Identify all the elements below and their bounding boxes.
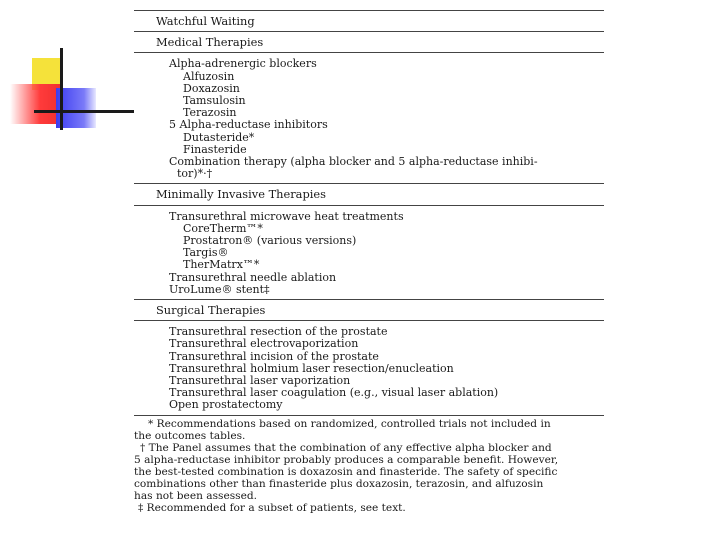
list-item: Transurethral laser vaporization — [169, 374, 351, 388]
section-items — [134, 321, 604, 414]
section-title: Minimally Invasive Therapies — [156, 187, 326, 202]
list-item: Transurethral laser coagulation (e.g., visual laser ablation) — [169, 386, 499, 400]
list-item: Doxazosin — [183, 81, 240, 95]
section-title: Watchful Waiting — [156, 14, 255, 28]
list-item: Alpha-adrenergic blockers — [169, 57, 317, 71]
decor-vertical-line — [60, 48, 63, 130]
list-item: Transurethral holmium laser resection/enucleation — [169, 361, 454, 375]
list-item: tor)*·† — [177, 167, 213, 181]
decor-horizontal-line — [34, 110, 134, 113]
list-item: Alfuzosin — [183, 69, 235, 83]
footnote-line: has not been assessed. — [134, 490, 258, 503]
list-item: Transurethral electrovaporization — [169, 337, 359, 351]
footnote-line: the outcomes tables. — [134, 429, 246, 442]
list-item: 5 Alpha-reductase inhibitors — [169, 118, 328, 132]
list-item: Transurethral needle ablation — [169, 270, 337, 284]
footnote-line: ‡ Recommended for a subset of patients, see text. — [138, 502, 406, 515]
footnote-line: † The Panel assumes that the combination of any effective alpha blocker and — [140, 441, 552, 454]
decor-red-square — [10, 84, 60, 124]
footnote-line: combinations other than finasteride plus doxazosin, terazosin, and alfuzosin — [134, 478, 544, 491]
list-item: Transurethral resection of the prostate — [169, 325, 388, 339]
treatment-options-table — [134, 10, 604, 514]
list-item: Targis® — [183, 246, 229, 260]
section-items — [134, 53, 604, 183]
footnote-line: * Recommendations based on randomized, controlled trials not included in — [148, 417, 551, 430]
list-item: Dutasteride* — [183, 130, 255, 144]
list-item: Finasteride — [183, 142, 247, 156]
list-item: Terazosin — [183, 106, 237, 120]
list-item: Transurethral microwave heat treatments — [169, 209, 404, 223]
list-item: Open prostatectomy — [169, 398, 283, 412]
list-item: Tamsulosin — [183, 94, 246, 108]
list-item: Prostatron® (various versions) — [183, 234, 357, 248]
footnotes — [134, 416, 604, 515]
section-items — [134, 206, 604, 299]
section-title: Surgical Therapies — [156, 303, 266, 318]
footnote-line: 5 alpha-reductase inhibitor probably produces a comparable benefit. However, — [134, 453, 559, 466]
list-item: Transurethral incision of the prostate — [169, 349, 379, 363]
list-item: Combination therapy (alpha blocker and 5 alpha-reductase inhibi- — [169, 155, 538, 169]
list-item: UroLume® stent‡ — [169, 282, 270, 296]
list-item: CoreTherm™* — [183, 221, 263, 235]
footnote-line: the best-tested combination is doxazosin and finasteride. The safety of specific — [134, 466, 558, 479]
list-item: TherMatrx™* — [183, 258, 260, 272]
section-title: Medical Therapies — [156, 35, 264, 50]
